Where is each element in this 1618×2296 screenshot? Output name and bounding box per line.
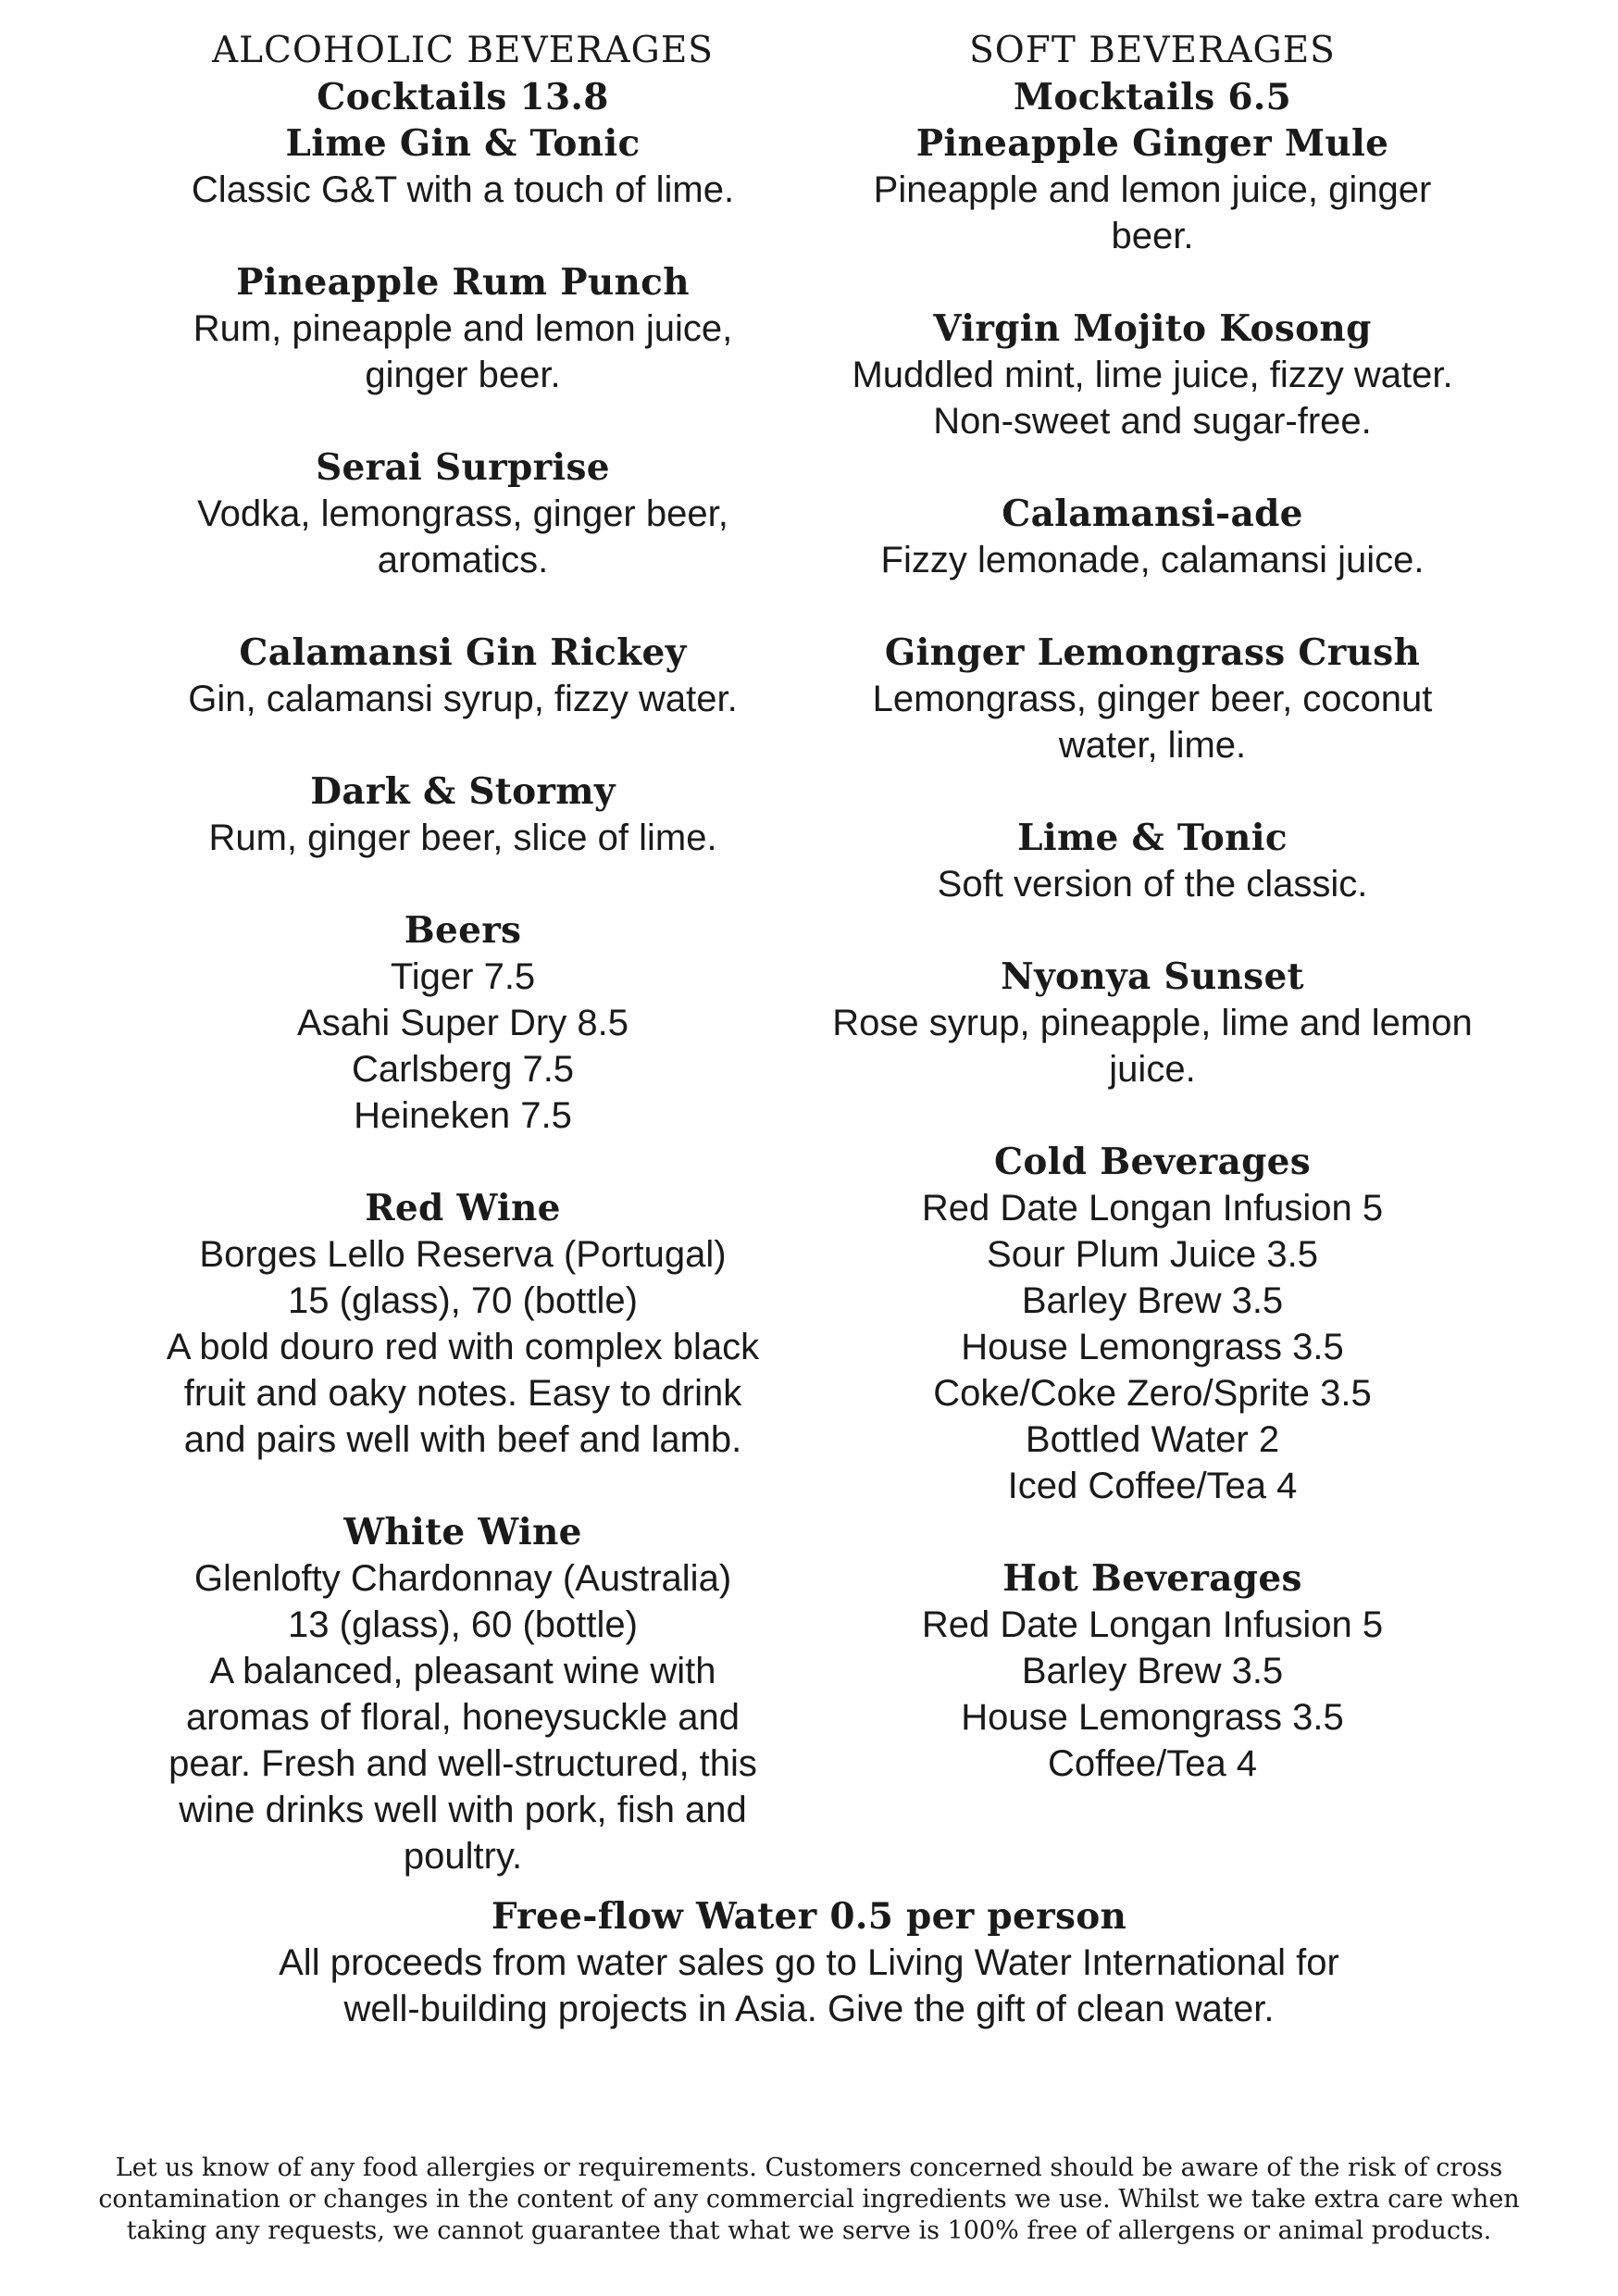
item-description-line: Pineapple and lemon juice, ginger — [873, 169, 1432, 210]
item-description-line: Soft version of the classic. — [937, 864, 1368, 905]
spacer — [130, 1139, 796, 1185]
spacer — [130, 722, 796, 768]
item-description-line: Rum, ginger beer, slice of lime. — [208, 817, 717, 858]
spacer — [130, 213, 796, 259]
item-name: Nyonya Sunset — [1001, 955, 1304, 998]
item-name: Ginger Lemongrass Crush — [884, 631, 1421, 674]
item-description-line: Glenlofty Chardonnay (Australia) — [193, 1558, 732, 1599]
item-description-line: Vodka, lemongrass, ginger beer, — [197, 493, 728, 534]
item-name: Lime Gin & Tonic — [285, 122, 641, 165]
item-name: Hot Beverages — [1002, 1557, 1302, 1600]
spacer — [130, 1463, 796, 1509]
item-name: White Wine — [343, 1511, 582, 1554]
item-description-line: juice. — [1109, 1049, 1196, 1090]
item-description-line: Sour Plum Juice 3.5 — [987, 1234, 1318, 1275]
item-name: Red Wine — [365, 1187, 561, 1229]
item-name: Dark & Stormy — [310, 770, 616, 813]
item-description-line: A bold douro red with complex black — [166, 1327, 760, 1367]
menu-item — [130, 120, 796, 213]
item-name: Pineapple Rum Punch — [236, 261, 690, 304]
item-description-line: 13 (glass), 60 (bottle) — [288, 1604, 638, 1645]
disclaimer-line: contamination or changes in the content of any commercial ingredients we use. Whilst we take extra care when — [98, 2185, 1520, 2214]
item-name: Beers — [404, 909, 522, 952]
item-description-line: House Lemongrass 3.5 — [961, 1697, 1344, 1738]
menu-item — [130, 722, 796, 861]
item-description-line: Gin, calamansi syrup, fizzy water. — [188, 679, 738, 719]
item-name: Cold Beverages — [993, 1141, 1312, 1183]
spacer — [815, 444, 1490, 491]
menu-item — [815, 907, 1490, 1092]
item-description-line: Rose syrup, pineapple, lime and lemon — [832, 1003, 1473, 1043]
spacer — [130, 861, 796, 907]
item-name: Virgin Mojito Kosong — [933, 307, 1372, 350]
item-description-line: beer. — [1111, 216, 1194, 256]
item-description-line: 15 (glass), 70 (bottle) — [288, 1280, 638, 1321]
item-description-line: aromas of floral, honeysuckle and — [185, 1697, 741, 1738]
menu-item — [130, 1139, 796, 1463]
menu-item — [130, 1463, 796, 1879]
menu-item — [815, 120, 1490, 259]
section-subheading: Mocktails 6.5 — [1013, 76, 1292, 119]
item-description-line: water, lime. — [1058, 725, 1247, 766]
section-subheading: Cocktails 13.8 — [317, 76, 609, 119]
item-description-line: Red Date Longan Infusion 5 — [921, 1188, 1384, 1229]
item-description-line: Bottled Water 2 — [1025, 1419, 1280, 1460]
item-description-line: and pairs well with beef and lamb. — [183, 1419, 742, 1460]
item-description-line: Iced Coffee/Tea 4 — [1007, 1466, 1298, 1506]
disclaimer-line: taking any requests, we cannot guarantee that what we serve is 100% free of allergens or animal products. — [126, 2216, 1492, 2245]
item-description-line: fruit and oaky notes. Easy to drink — [183, 1373, 742, 1414]
item-description-line: Borges Lello Reserva (Portugal) — [199, 1234, 727, 1275]
menu-item — [815, 768, 1490, 907]
item-description-line: Red Date Longan Infusion 5 — [921, 1604, 1384, 1645]
item-description-line: Asahi Super Dry 8.5 — [297, 1003, 629, 1043]
item-description-line: Non-sweet and sugar-free. — [933, 401, 1372, 442]
soft-beverages-column — [815, 28, 1490, 1787]
spacer — [815, 1092, 1490, 1139]
item-description-line: A balanced, pleasant wine with — [209, 1651, 716, 1691]
menu-item — [815, 1509, 1490, 1787]
water-line: well-building projects in Asia. Give the gift of clean water. — [343, 1989, 1275, 2029]
item-name: Calamansi-ade — [1002, 493, 1303, 535]
item-name: Lime & Tonic — [1017, 817, 1288, 859]
item-description-line: Fizzy lemonade, calamansi juice. — [880, 540, 1425, 580]
section-heading: SOFT BEVERAGES — [969, 30, 1336, 71]
item-description-line: Coffee/Tea 4 — [1047, 1743, 1258, 1784]
spacer — [815, 583, 1490, 630]
free-flow-water-section — [0, 1893, 1618, 2032]
disclaimer-line: Let us know of any food allergies or requirements. Customers concerned should be aware of the risk of cross — [115, 2153, 1503, 2182]
item-name: Serai Surprise — [316, 446, 610, 489]
menu-item — [815, 259, 1490, 444]
item-description-line: wine drinks well with pork, fish and — [179, 1790, 747, 1830]
item-description-line: Rum, pineapple and lemon juice, — [193, 308, 733, 349]
menu-item — [130, 583, 796, 722]
item-name: Pineapple Ginger Mule — [915, 122, 1389, 165]
spacer — [130, 398, 796, 444]
item-description-line: Barley Brew 3.5 — [1021, 1280, 1284, 1321]
menu-item — [815, 1092, 1490, 1509]
water-line: All proceeds from water sales go to Living Water International for — [279, 1942, 1339, 1983]
water-title: Free-flow Water 0.5 per person — [491, 1895, 1127, 1938]
item-description-line: Classic G&T with a touch of lime. — [191, 169, 735, 210]
item-description-line: Heineken 7.5 — [354, 1095, 572, 1136]
item-description-line: Tiger 7.5 — [390, 956, 536, 997]
item-description-line: Carlsberg 7.5 — [351, 1049, 575, 1090]
item-description-line: Coke/Coke Zero/Sprite 3.5 — [933, 1373, 1372, 1414]
menu-item — [130, 861, 796, 1139]
item-description-line: poultry. — [403, 1836, 523, 1877]
item-name: Calamansi Gin Rickey — [239, 631, 687, 674]
menu-item — [130, 398, 796, 583]
item-description-line: pear. Fresh and well-structured, this — [168, 1743, 757, 1784]
menu-item — [815, 583, 1490, 768]
spacer — [815, 907, 1490, 954]
menu-item — [815, 444, 1490, 583]
menu-item — [130, 213, 796, 398]
item-description-line: Muddled mint, lime juice, fizzy water. — [852, 355, 1453, 395]
item-description-line: Lemongrass, ginger beer, coconut — [872, 679, 1433, 719]
item-description-line: Barley Brew 3.5 — [1021, 1651, 1284, 1691]
spacer — [815, 259, 1490, 306]
spacer — [815, 1509, 1490, 1555]
spacer — [130, 583, 796, 630]
section-heading: ALCOHOLIC BEVERAGES — [211, 30, 715, 71]
allergen-disclaimer — [28, 2152, 1590, 2247]
item-description-line: ginger beer. — [365, 355, 561, 395]
item-description-line: aromatics. — [377, 540, 549, 580]
alcoholic-beverages-column — [130, 28, 796, 1879]
item-description-line: House Lemongrass 3.5 — [961, 1327, 1344, 1367]
spacer — [815, 768, 1490, 815]
